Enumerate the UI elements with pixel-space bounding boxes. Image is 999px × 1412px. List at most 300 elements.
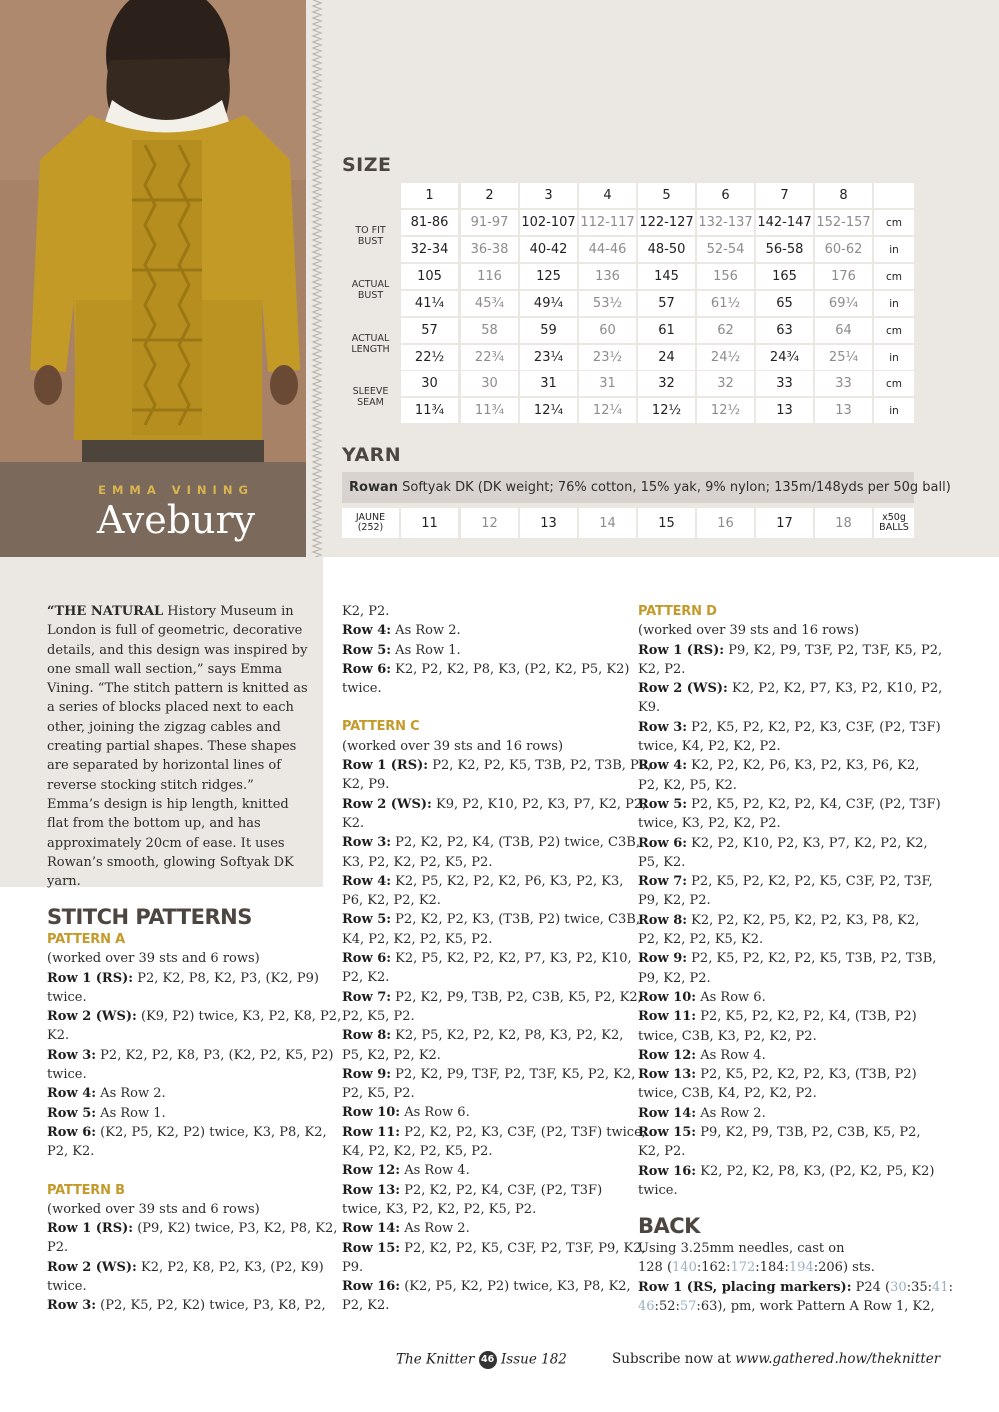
size-value-in: 12¼ — [579, 398, 636, 423]
size-value-cm: 102-107 — [520, 210, 577, 235]
row-label: Row 5: — [638, 796, 688, 812]
back-line-4-end: ), pm, work Pattern A Row 1, K2, — [717, 1298, 935, 1314]
size-value-in: 11¾ — [461, 398, 518, 423]
designer-name: EMMA VINING — [98, 483, 254, 497]
row-text: P2, K2, P2, K8, P3, (K2, P2, K5, P2) — [96, 1047, 334, 1063]
size-value-in: 24¾ — [756, 345, 813, 370]
row-label: Row 12: — [342, 1163, 401, 1179]
row-text: (worked over 39 sts and 16 rows) — [638, 623, 860, 639]
row-label: Row 8: — [638, 912, 688, 928]
row-text: P2, K2, P5, K2. — [638, 777, 737, 793]
row-text: P2, K2, P8, K2, P3, (K2, P9) — [133, 970, 319, 986]
row-label: Row 13: — [638, 1067, 697, 1083]
instruction-line — [342, 1258, 622, 1277]
row-label: Row 2 (WS): — [47, 1009, 137, 1025]
instruction-line — [638, 969, 918, 988]
back-line-2 — [638, 1258, 928, 1277]
size-header-7: 7 — [756, 183, 813, 208]
instruction-line — [342, 1046, 622, 1065]
instruction-line — [342, 795, 647, 814]
instruction-line — [47, 988, 317, 1007]
size-value-in: 12½ — [638, 398, 695, 423]
yarn-ball-unit — [874, 508, 914, 538]
row-text: P9. — [342, 1259, 364, 1275]
size-value: 57 — [679, 1298, 697, 1314]
instruction-line — [638, 718, 941, 737]
size-header-blank — [874, 183, 914, 208]
size-value-cm: 33 — [756, 371, 813, 396]
instruction-line — [47, 949, 317, 968]
row-text: P2. — [47, 1240, 69, 1256]
row-text: P9, K2, P9, T3F, P2, T3F, K5, P2, — [724, 642, 943, 658]
subscribe-link[interactable]: www.gathered.how/theknitter — [735, 1351, 941, 1367]
size-value: 35 — [911, 1279, 928, 1295]
size-value-cm: 30 — [461, 371, 518, 396]
back-line-4-sizes — [638, 1299, 717, 1314]
row-text: K3, P2, K2, P2, K5, P2. — [342, 854, 493, 870]
size-value-in: 41¼ — [401, 291, 458, 316]
instruction-line — [47, 1200, 317, 1219]
row-text: P2, K2. — [47, 1144, 95, 1160]
row-text: P2, K2. — [342, 970, 390, 986]
instruction-line — [47, 1007, 342, 1026]
instruction-line — [342, 872, 622, 891]
instruction-line — [342, 930, 622, 949]
row-label: Row 16: — [342, 1279, 401, 1295]
row-text: (P2, K5, P2, K2) twice, P3, K8, P2, — [96, 1298, 326, 1314]
instruction-line — [342, 1123, 646, 1142]
instruction-line — [638, 1065, 918, 1084]
row-text: As Row 6. — [400, 1105, 470, 1121]
row-label: Row 3: — [638, 719, 688, 735]
instruction-line — [638, 1027, 918, 1046]
row-text: As Row 4. — [696, 1047, 766, 1063]
instruction-line — [342, 1200, 622, 1219]
size-value: 172 — [730, 1260, 756, 1276]
zigzag-divider — [310, 0, 324, 585]
size-separator: : — [675, 1298, 680, 1314]
pattern-subheading: PATTERN B — [47, 1182, 125, 1198]
row-label: Row 3: — [342, 835, 392, 851]
row-text: twice, C3B, K4, P2, K2, P2. — [638, 1086, 817, 1102]
size-separator: : — [948, 1279, 953, 1295]
row-label: Row 2 (WS): — [342, 796, 432, 812]
instruction-line — [47, 1104, 317, 1123]
row-label: Row 15: — [342, 1240, 401, 1256]
instruction-line — [47, 1084, 317, 1103]
row-label: Row 1 (RS): — [638, 642, 725, 658]
row-label: Row 5: — [47, 1105, 97, 1121]
instruction-line — [342, 1219, 622, 1238]
row-label: Row 14: — [638, 1105, 697, 1121]
size-value-cm: 125 — [520, 264, 577, 289]
row-text: P2, K5, P2. — [342, 1008, 415, 1024]
row-text: twice. — [47, 989, 87, 1005]
row-label: Row 1 (RS): — [342, 758, 429, 774]
pattern-title: Avebury — [96, 498, 256, 542]
instruction-line — [47, 1142, 317, 1161]
row-text: P2, K2, P2, K3, (T3B, P2) twice, C3B, — [391, 912, 640, 928]
yarn-balls-value: 15 — [638, 508, 695, 538]
row-text: P2, K5, P2, K2, P2, K4, (T3B, P2) — [696, 1009, 917, 1025]
size-value: 206 — [818, 1260, 843, 1276]
row-text: P2, K2, P2, K4, (T3B, P2) twice, C3B, — [391, 835, 640, 851]
row-text: twice, K3, P2, K2, P2. — [638, 816, 781, 832]
instruction-line — [342, 1084, 622, 1103]
size-value-cm: 152-157 — [815, 210, 872, 235]
back-line-3 — [638, 1278, 953, 1297]
size-value-in: 22½ — [401, 345, 458, 370]
size-value-cm: 136 — [579, 264, 636, 289]
row-text: As Row 1. — [96, 1105, 166, 1121]
size-row-label: ACTUAL LENGTH — [351, 333, 390, 355]
row-text: As Row 2. — [400, 1221, 470, 1237]
row-label: Row 1 (RS): — [47, 1221, 134, 1237]
size-row-label: TO FIT BUST — [355, 225, 386, 247]
row-text: P2, K2, P2, K5, C3F, P2, T3F, P9, K2, — [400, 1240, 646, 1256]
magazine-name: The Knitter — [396, 1351, 475, 1368]
footer-subscribe — [612, 1351, 940, 1367]
size-value-in: 23½ — [579, 345, 636, 370]
size-separator: : — [927, 1279, 933, 1295]
row-text: twice, K4, P2, K2, P2. — [638, 739, 781, 755]
size-value-in: 13 — [756, 398, 813, 423]
instruction-line — [638, 1181, 918, 1200]
row-text: P2, K5, P2, K2, P2, K5, C3F, P2, T3F, — [687, 874, 933, 890]
row-text: K2, P2. — [638, 661, 686, 677]
instruction-line — [342, 737, 622, 756]
row-text: twice. — [638, 1182, 678, 1198]
instruction-line — [638, 756, 918, 775]
instruction-line — [638, 1007, 918, 1026]
yarn-balls-value: 17 — [756, 508, 813, 538]
instruction-line — [47, 1296, 326, 1315]
instruction-line — [342, 968, 622, 987]
subscribe-text: Subscribe now at — [612, 1351, 736, 1367]
row-label: Row 6: — [47, 1124, 97, 1140]
row-text: As Row 1. — [391, 642, 461, 658]
row-text: P2, K2, P9, T3F, P2, T3F, K5, P2, K2, — [391, 1066, 636, 1082]
row-label: Row 4: — [342, 873, 392, 889]
unit-cm: cm — [874, 318, 914, 343]
size-header-5: 5 — [638, 183, 695, 208]
size-value: 63 — [700, 1298, 718, 1314]
row-text: P2, K5, P2, K2, P2, K3, C3F, (P2, T3F) — [687, 719, 941, 735]
size-header-1: 1 — [401, 183, 458, 208]
instruction-line — [638, 660, 918, 679]
row-text: K2. — [47, 1028, 70, 1044]
row-text: twice, C3B, K3, P2, K2, P2. — [638, 1028, 817, 1044]
size-value-in: 40-42 — [520, 237, 577, 262]
instruction-line — [638, 853, 918, 872]
instruction-line — [638, 930, 918, 949]
stitch-patterns-heading: STITCH PATTERNS — [47, 905, 252, 929]
back-instructions — [638, 1239, 953, 1316]
instruction-line — [47, 1277, 317, 1296]
size-value: 46 — [638, 1298, 655, 1314]
yarn-unit-text: BALLS — [879, 522, 909, 533]
row-label: Row 1 (RS): — [47, 970, 134, 986]
row-text: P2, K2. — [342, 1298, 390, 1314]
size-value-in: 24½ — [697, 345, 754, 370]
row-label: Row 6: — [342, 951, 392, 967]
row-text: K9, P2, K10, P2, K3, P7, K2, P2, — [431, 796, 647, 812]
size-header-4: 4 — [579, 183, 636, 208]
row-text: K2, P2, K2, P8, K3, (P2, K2, P5, K2) — [696, 1163, 935, 1179]
row-text: twice. — [47, 1279, 87, 1295]
size-value: 30 — [890, 1279, 907, 1295]
yarn-balls-value: 16 — [697, 508, 754, 538]
row-label: Row 11: — [342, 1124, 401, 1140]
unit-in: in — [874, 345, 914, 370]
yarn-shade-text: (252) — [357, 522, 384, 533]
row-label: Row 4: — [342, 623, 392, 639]
instruction-line — [47, 1219, 338, 1238]
back-line-1: Using 3.25mm needles, cast on — [638, 1241, 845, 1256]
back-line-2-end: ) sts. — [842, 1260, 875, 1276]
size-value-cm: 81-86 — [401, 210, 458, 235]
row-text: twice. — [47, 1067, 87, 1083]
instruction-line — [638, 872, 933, 891]
size-value-in: 57 — [638, 291, 695, 316]
row-label: Row 10: — [638, 989, 697, 1005]
row-text: K2, P2. — [638, 1144, 686, 1160]
row-text: K2. — [342, 815, 365, 831]
back-line-2-sizes — [672, 1260, 843, 1275]
instruction-line — [638, 911, 918, 930]
row-text: K4, P2, K2, P2, K5, P2. — [342, 931, 493, 947]
instruction-line — [638, 1142, 918, 1161]
row-text: twice, K3, P2, K2, P2, K5, P2. — [342, 1201, 537, 1217]
instruction-line — [638, 1123, 921, 1142]
back-row-1-label: Row 1 (RS, placing markers): — [638, 1279, 852, 1295]
size-row-label: SLEEVE SEAM — [352, 386, 389, 408]
row-text: K2, P2, K2, P7, K3, P2, K10, P2, — [727, 681, 943, 697]
row-text: P2, K2, P2, K3, C3F, (P2, T3F) twice, — [400, 1124, 646, 1140]
pattern-subheading: PATTERN A — [47, 932, 125, 947]
yarn-balls-value: 12 — [461, 508, 518, 538]
instruction-line — [342, 1103, 622, 1122]
pattern-subheading: PATTERN D — [638, 604, 717, 619]
unit-in: in — [874, 398, 914, 423]
size-separator: : — [726, 1260, 731, 1276]
size-separator: : — [654, 1298, 659, 1314]
size-heading: SIZE — [342, 154, 392, 176]
instruction-line — [47, 969, 317, 988]
instruction-line — [342, 949, 632, 968]
size-value-cm: 165 — [756, 264, 813, 289]
size-separator: : — [813, 1260, 819, 1276]
instruction-line — [47, 1123, 327, 1142]
instruction-line — [638, 737, 918, 756]
size-value-cm: 122-127 — [638, 210, 695, 235]
instruction-line — [342, 910, 640, 929]
instruction-line — [342, 679, 622, 698]
intro-body: History Museum in London is full of geometric, decorative details, and this design was inspired by one small wall section,” says Emma Vining. “The stitch pattern is knitted as a series of blocks placed next to each other, joining the zigzag cables and creating partial shapes. These shapes are separated by horizontal lines of reverse stocking stitch ridges.” Emma’s design is hip length, knitted flat from the bottom up, and has approximately 20cm of ease. It uses Rowan’s smooth, glowing Softyak DK yarn. — [47, 604, 308, 890]
row-text: As Row 6. — [696, 989, 766, 1005]
size-value-cm: 145 — [638, 264, 695, 289]
size-value-in: 52-54 — [697, 237, 754, 262]
row-text: (worked over 39 sts and 6 rows) — [47, 951, 260, 967]
yarn-balls-value: 13 — [520, 508, 577, 538]
row-text: K2, P5, K2, P2, K2, P8, K3, P2, K2, — [391, 1028, 624, 1044]
row-label: Row 15: — [638, 1125, 697, 1141]
row-text: P2, K2, P2, K4, C3F, (P2, T3F) — [400, 1182, 603, 1198]
size-value-in: 45¾ — [461, 291, 518, 316]
size-value-in: 12½ — [697, 398, 754, 423]
size-value-in: 61½ — [697, 291, 754, 316]
size-header-2: 2 — [461, 183, 518, 208]
instruction-line — [342, 1181, 622, 1200]
spacer — [342, 698, 622, 717]
size-value-cm: 64 — [815, 318, 872, 343]
issue-number: Issue 182 — [500, 1351, 567, 1368]
yarn-balls-value: 14 — [579, 508, 636, 538]
size-value-in: 13 — [815, 398, 872, 423]
row-text: P2, K5, P2, K2, P2, K5, T3B, P2, T3B, — [687, 951, 937, 967]
instruction-line — [342, 1239, 646, 1258]
row-text: P2, K5, P2. — [342, 1086, 415, 1102]
size-value-in: 44-46 — [579, 237, 636, 262]
row-text: As Row 2. — [696, 1105, 766, 1121]
instruction-line — [638, 1084, 918, 1103]
row-text: P2, K2, P9, T3B, P2, C3B, K5, P2, K2, — [391, 989, 642, 1005]
row-text: K2, P5, K2, P2, K2, P7, K3, P2, K10, — [391, 951, 632, 967]
instruction-line — [638, 814, 918, 833]
row-text: (worked over 39 sts and 6 rows) — [47, 1201, 260, 1217]
instruction-line — [342, 988, 642, 1007]
instruction-line — [342, 660, 630, 679]
row-label: Row 12: — [638, 1047, 697, 1063]
instruction-line — [342, 891, 622, 910]
row-text: K2, P2, K8, P2, K3, (P2, K9) — [136, 1259, 324, 1275]
size-separator: : — [755, 1260, 760, 1276]
instruction-line — [638, 1162, 935, 1181]
instruction-line — [342, 602, 622, 621]
size-value-cm: 58 — [461, 318, 518, 343]
yarn-unit-text: x50g — [882, 512, 906, 523]
row-text: K2, P5, K2, P2, K2, P6, K3, P2, K3, — [391, 873, 624, 889]
instruction-line — [638, 795, 941, 814]
instruction-line — [342, 1065, 636, 1084]
size-value-cm: 60 — [579, 318, 636, 343]
size-value-in: 69¼ — [815, 291, 872, 316]
instruction-line — [342, 814, 622, 833]
instruction-line — [342, 853, 622, 872]
size-value-in: 12¼ — [520, 398, 577, 423]
yarn-balls-value: 18 — [815, 508, 872, 538]
size-value-in: 65 — [756, 291, 813, 316]
instruction-line — [638, 776, 918, 795]
row-label: Row 6: — [638, 835, 688, 851]
size-separator: : — [784, 1260, 789, 1276]
row-text: P5, K2, P2, K2. — [342, 1047, 441, 1063]
row-label: Row 2 (WS): — [47, 1259, 137, 1275]
row-label: Row 4: — [638, 758, 688, 774]
size-value: 41 — [932, 1279, 949, 1295]
size-value-cm: 116 — [461, 264, 518, 289]
yarn-shade — [342, 508, 399, 538]
instruction-line — [342, 1296, 622, 1315]
size-value-cm: 91-97 — [461, 210, 518, 235]
row-text: P5, K2. — [638, 854, 686, 870]
size-value-in: 36-38 — [461, 237, 518, 262]
size-header-3: 3 — [520, 183, 577, 208]
instruction-line — [638, 949, 937, 968]
instruction-line — [638, 679, 943, 698]
instruction-line — [342, 756, 652, 775]
column-1 — [47, 930, 342, 1316]
row-text: As Row 4. — [400, 1163, 470, 1179]
size-separator: : — [696, 1298, 701, 1314]
size-separator: : — [696, 1260, 702, 1276]
size-separator: : — [906, 1279, 912, 1295]
size-value-cm: 33 — [815, 371, 872, 396]
instruction-line — [342, 833, 640, 852]
intro-text — [47, 602, 309, 891]
row-text: K2, P2. — [342, 604, 390, 619]
size-value-cm: 112-117 — [579, 210, 636, 235]
row-label: Row 3: — [47, 1047, 97, 1063]
row-text: P2, K2, P2, K5, K2. — [638, 932, 764, 948]
size-value-cm: 63 — [756, 318, 813, 343]
unit-in: in — [874, 291, 914, 316]
row-label: Row 2 (WS): — [638, 681, 728, 697]
size-value-cm: 32 — [638, 371, 695, 396]
size-value-in: 24 — [638, 345, 695, 370]
instruction-line — [342, 1026, 622, 1045]
size-value-in: 49¼ — [520, 291, 577, 316]
size-value: 184 — [759, 1260, 785, 1276]
instruction-line — [638, 891, 918, 910]
size-value-in: 22¾ — [461, 345, 518, 370]
size-value-in: 60-62 — [815, 237, 872, 262]
instruction-line — [638, 1046, 918, 1065]
spacer — [47, 1162, 317, 1181]
row-label: Row 10: — [342, 1105, 401, 1121]
yarn-details: Softyak DK (DK weight; 76% cotton, 15% yak, 9% nylon; 135m/148yds per 50g ball) — [402, 480, 951, 495]
instruction-line — [342, 1161, 622, 1180]
size-value-cm: 31 — [579, 371, 636, 396]
size-value-cm: 61 — [638, 318, 695, 343]
back-line-2-start: 128 ( — [638, 1260, 673, 1276]
row-text: (K9, P2) twice, K3, P2, K8, P2, — [136, 1009, 342, 1025]
row-label: Row 7: — [342, 989, 392, 1005]
size-value: 162 — [701, 1260, 727, 1276]
row-text: (K2, P5, K2, P2) twice, K3, P8, K2, — [96, 1124, 327, 1140]
size-value: 140 — [672, 1260, 697, 1276]
size-value: 52 — [658, 1298, 676, 1314]
size-value-in: 53½ — [579, 291, 636, 316]
row-label: Row 9: — [342, 1066, 392, 1082]
row-text: P6, K2, P2, K2. — [342, 893, 441, 909]
sweater-illustration — [0, 0, 306, 462]
size-value-cm: 142-147 — [756, 210, 813, 235]
row-text: K2, P2, K2, P5, K2, P2, K3, P8, K2, — [687, 912, 920, 928]
instruction-line — [638, 621, 918, 640]
row-text: As Row 2. — [96, 1086, 166, 1102]
instruction-line — [638, 698, 918, 717]
instruction-line — [47, 1026, 317, 1045]
row-label: Row 14: — [342, 1221, 401, 1237]
instruction-line — [342, 1142, 622, 1161]
size-row-label: ACTUAL BUST — [351, 279, 390, 301]
row-label: Row 8: — [342, 1028, 392, 1044]
row-text: K2, P9. — [342, 777, 390, 793]
row-text: twice. — [342, 681, 382, 697]
row-text: (worked over 39 sts and 16 rows) — [342, 738, 564, 754]
row-text: (P9, K2) twice, P3, K2, P8, K2, — [133, 1221, 338, 1237]
